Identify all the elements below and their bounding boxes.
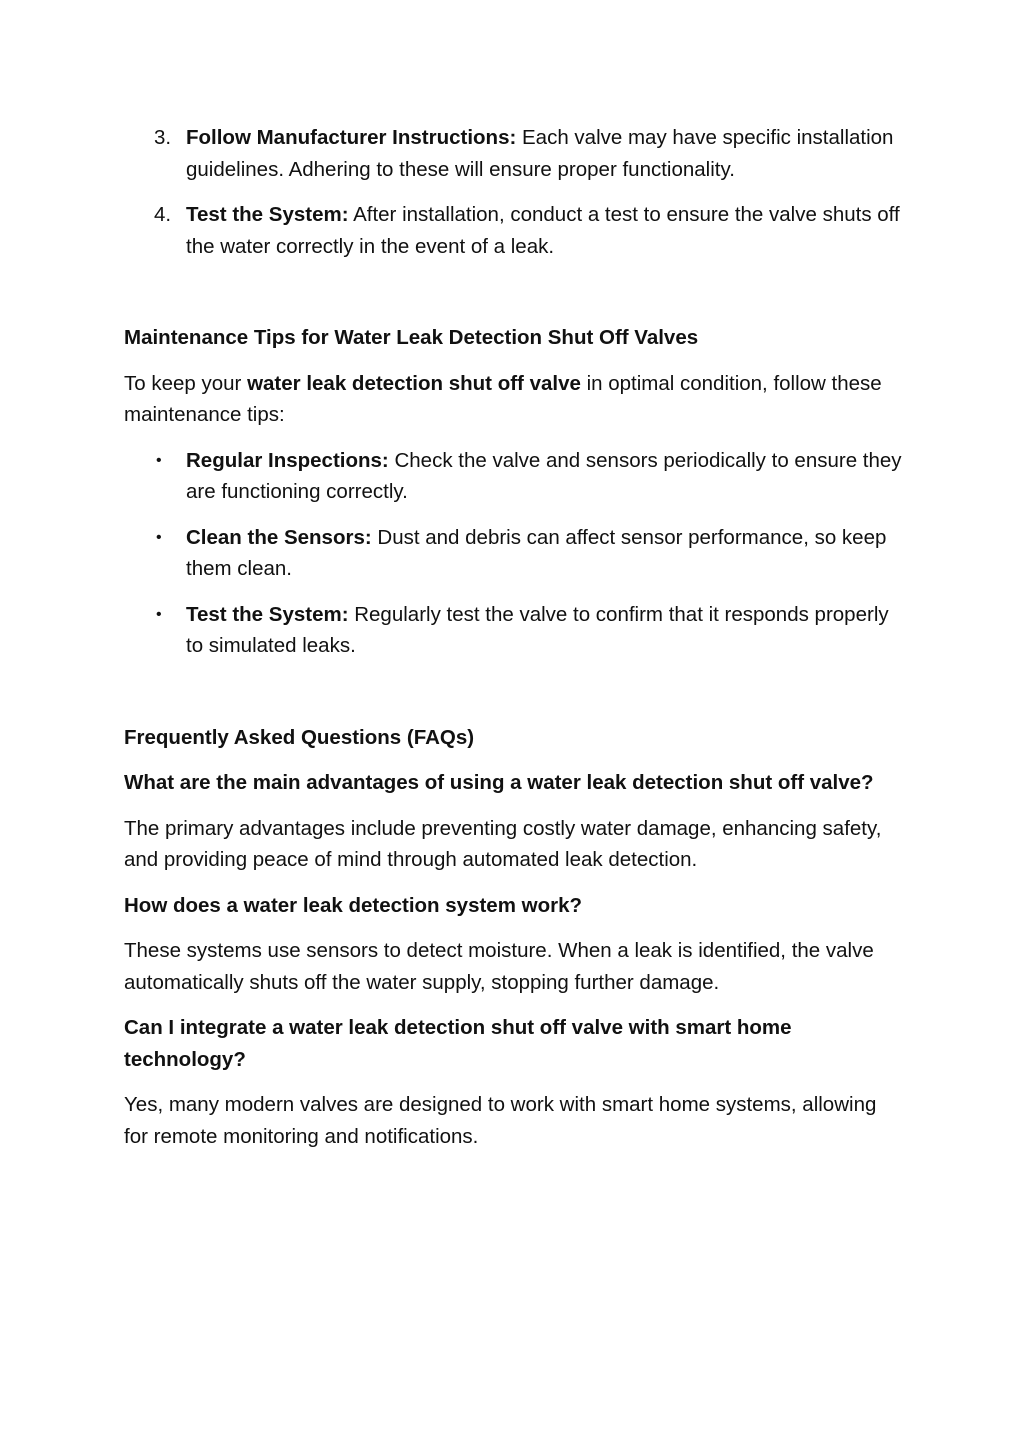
faq-answer: Yes, many modern valves are designed to work with smart home systems, allowing for remote monitoring and notifications. (124, 1093, 877, 1148)
bullet-icon: • (156, 605, 162, 623)
section-spacer (124, 676, 904, 722)
maintenance-intro (124, 368, 904, 431)
step-title: Follow Manufacturer Instructions: (186, 126, 517, 149)
bullet-icon: • (156, 528, 162, 546)
list-item (124, 599, 904, 662)
maintenance-tips-list (124, 445, 904, 662)
list-item (124, 445, 904, 508)
faq-question: How does a water leak detection system work? (124, 893, 582, 917)
faq-answer: These systems use sensors to detect moisture. When a leak is identified, the valve automatically shuts off the water supply, stopping further damage. (124, 939, 874, 994)
intro-text: To keep your (124, 371, 248, 395)
intro-keyword: water leak detection shut off valve (247, 371, 581, 395)
tip-text: Dust and debris can affect sensor performance, so keep them clean. (186, 525, 887, 580)
list-item (124, 199, 904, 262)
faq-heading: Frequently Asked Questions (FAQs) (124, 725, 475, 749)
list-item (124, 122, 904, 185)
list-number: 3. (154, 126, 172, 149)
tip-title: Test the System: (186, 602, 349, 626)
bullet-icon: • (156, 451, 162, 469)
faq-question: What are the main advantages of using a water leak detection shut off valve? (124, 771, 874, 794)
step-text: After installation, conduct a test to ensure the valve shuts off the water correctly in the event of a leak. (186, 203, 900, 258)
section-spacer (124, 276, 904, 322)
tip-text: Check the valve and sensors periodically to ensure they are functioning correctly. (186, 448, 902, 503)
tip-title: Regular Inspections: (186, 448, 389, 472)
faq-question: Can I integrate a water leak detection shut off valve with smart home technology? (124, 1016, 792, 1071)
installation-steps-list (124, 122, 904, 262)
tip-text: Regularly test the valve to confirm that it responds properly to simulated leaks. (186, 602, 889, 657)
step-text: Each valve may have specific installation guidelines. Adhering to these will ensure proper functionality. (186, 126, 894, 181)
step-title: Test the System: (186, 203, 349, 226)
list-number: 4. (154, 203, 172, 226)
maintenance-heading: Maintenance Tips for Water Leak Detection Shut Off Valves (124, 326, 699, 349)
document-page (124, 122, 904, 1166)
list-item (124, 522, 904, 585)
intro-text: in optimal condition, follow these maintenance tips: (124, 371, 882, 426)
faq-answer: The primary advantages include preventing costly water damage, enhancing safety, and providing peace of mind through automated leak detection. (124, 816, 882, 871)
tip-title: Clean the Sensors: (186, 525, 372, 549)
